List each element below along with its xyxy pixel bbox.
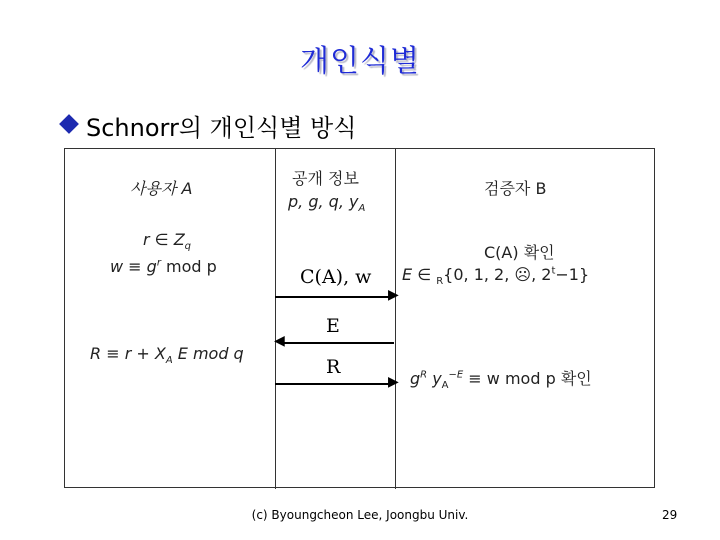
arrow-to-verifier-2 [275, 383, 393, 385]
bullet-text: Schnorr의 개인식별 방식 [86, 114, 357, 142]
right-column-divider [395, 149, 396, 489]
arrow-head-right-icon: ▶ [388, 287, 399, 303]
user-commitment: $w \equiv g^r$ mod p [110, 257, 217, 276]
verifier-header: 검증자 B [484, 179, 547, 198]
diamond-bullet-icon [59, 114, 79, 134]
public-info-params: p, g, q, $y_A$ [288, 192, 366, 215]
message-commitment-label: C(A), w [300, 266, 372, 288]
verifier-final-check: $g^R$ $y_A^{-E} \equiv w$ mod p 확인 [410, 369, 592, 392]
verifier-challenge-choice: E ∈ $_R${0, 1, 2, ☹, $2^t-1$} [402, 265, 590, 288]
left-column-divider [275, 149, 276, 489]
slide-title: 개인식별 [300, 44, 420, 79]
user-header: 사용자 A [130, 179, 193, 198]
message-challenge-label: E [326, 315, 340, 337]
user-response: $R \equiv r + X_A$ E mod q [90, 344, 244, 367]
message-response-label: R [326, 356, 341, 378]
page-number: 29 [662, 508, 678, 522]
user-random-choice: r ∈ $Z_q$ [143, 230, 192, 253]
arrow-to-verifier-1 [275, 296, 393, 298]
arrow-to-user [282, 342, 394, 344]
public-info-header: 공개 정보 [292, 169, 359, 188]
frown-glyph-icon: ☹ [514, 265, 532, 284]
verifier-check-ca: C(A) 확인 [484, 243, 555, 262]
arrow-head-right-icon: ▶ [388, 374, 399, 390]
arrow-head-left-icon: ◀ [274, 333, 285, 349]
footer-credit: (c) Byoungcheon Lee, Joongbu Univ. [251, 508, 469, 522]
